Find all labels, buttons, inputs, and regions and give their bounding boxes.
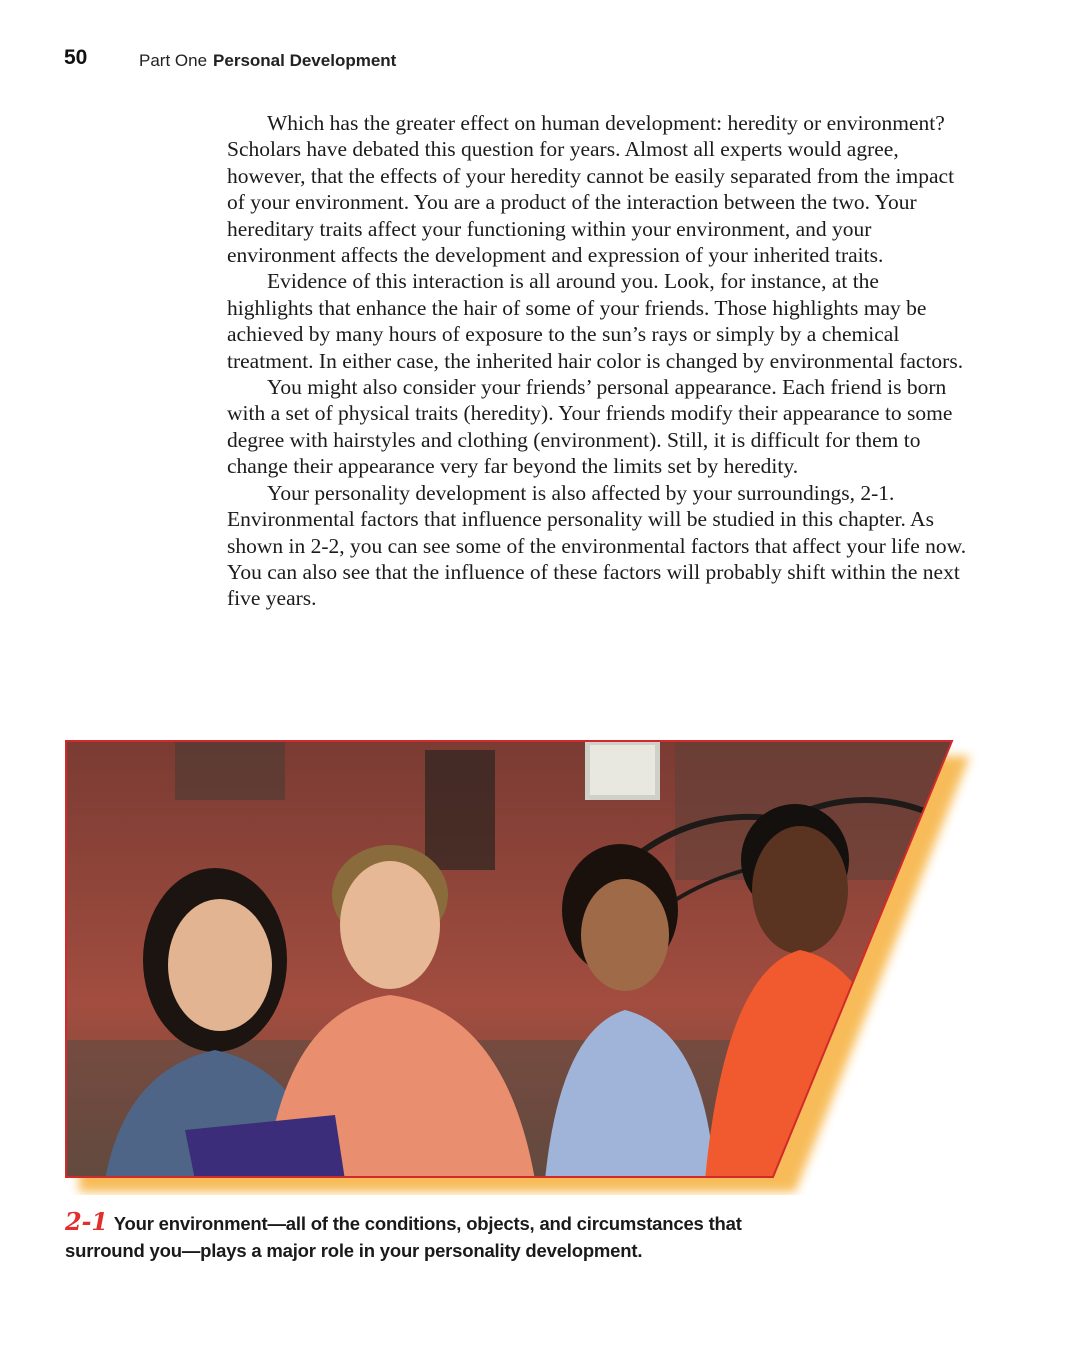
running-head [139, 51, 396, 71]
caption-text: Your environment—all of the conditions, objects, and circumstances that surround you—plays a major role in your personality development. [65, 1213, 742, 1261]
photo-scene [65, 740, 955, 1180]
page-number: 50 [64, 46, 88, 69]
figure-photo [65, 740, 985, 1195]
paragraph: Which has the greater effect on human development: heredity or environment? Scholars have debated this question for years. Almost all experts would agree, however, that the effects of your heredity cannot be easily separated from the impact of your environment. You are a product of the interaction between the two. Your hereditary traits affect your functioning within your environment, and your environment affects the development and expression of your inherited traits. [227, 111, 955, 268]
paragraph: You might also consider your friends’ personal appearance. Each friend is born with a set of physical traits (heredity). Your friends modify their appearance to some degree with hairstyles and clothing (environment). Still, it is difficult for them to change their appearance very far beyond the limits set by heredity. [227, 375, 953, 479]
figure-caption [65, 1208, 825, 1264]
paragraph: Evidence of this interaction is all around you. Look, for instance, at the highlights that enhance the hair of some of your friends. Those highlights may be achieved by many hours of exposure to the sun’s rays or simply by a chemical treatment. In either case, the inherited hair color is changed by environmental factors. [227, 269, 964, 373]
part-label: Part One [139, 51, 208, 70]
section-title: Personal Development [213, 51, 397, 70]
body-text [227, 110, 967, 612]
figure-2-1 [65, 740, 985, 1195]
paragraph: Your personality development is also affected by your surroundings, 2-1. Environmental factors that influence personality will be studied in this chapter. As shown in 2-2, you can see some of the environmental factors that affect your life now. You can also see that the influence of these factors will probably shift within the next five years. [227, 480, 967, 611]
photo-glow [79, 756, 970, 1192]
photo-frame [66, 741, 952, 1177]
figure-number: 2-1 [65, 1207, 108, 1236]
